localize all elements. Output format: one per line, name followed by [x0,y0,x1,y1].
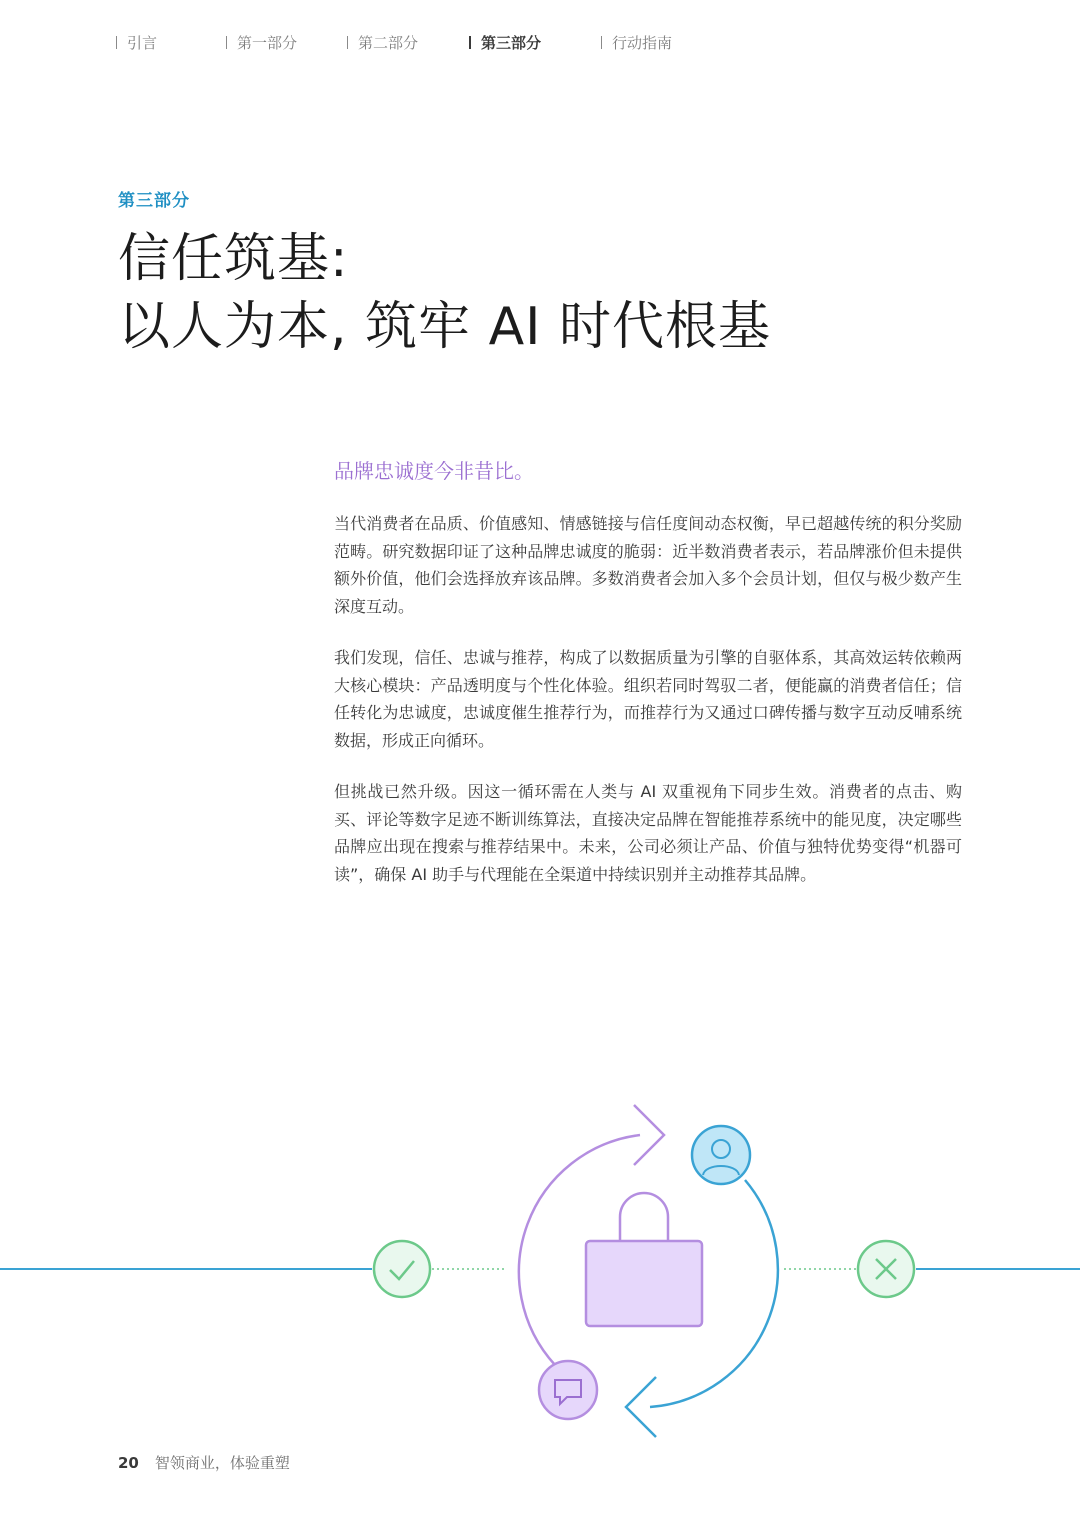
article-subhead: 品牌忠诚度今非昔比。 [334,459,534,483]
section-label: 第三部分 [118,191,190,211]
paragraph: 但挑战已然升级。因这一循环需在人类与 AI 双重视角下同步生效。消费者的点击、购买、评论等数字足迹不断训练算法，直接决定品牌在智能推荐系统中的能见度，决定哪些品牌应出现在搜索与推荐结果中。未来，公司必须让产品、价值与独特优势变得“机器可读”，确保 AI 助手与代理能在全渠道中持续识别并主动推荐其品牌。 [334,782,962,884]
nav-item-part-two[interactable] [347,32,418,54]
shopping-bag-icon [586,1193,702,1326]
trust-loop-illustration [0,1095,1080,1455]
top-nav [0,32,1080,56]
nav-item-action-guide[interactable] [601,32,672,54]
page-number: 20 [118,1454,139,1472]
paragraph: 当代消费者在品质、价值感知、情感链接与信任度间动态权衡，早已超越传统的积分奖励范畴。研究数据印证了这种品牌忠诚度的脆弱：近半数消费者表示，若品牌涨价但未提供额外价值，他们会选择放弃该品牌。多数消费者会加入多个会员计划，但仅与极少数产生深度互动。 [334,514,962,616]
nav-item-label: 第三部分 [481,34,542,52]
chat-icon [539,1361,597,1419]
nav-item-part-one[interactable] [226,32,297,54]
page-title-line-1: 信任筑基: [118,229,349,289]
nav-divider [226,36,227,49]
page-title-line-2: 以人为本, 筑牢 AI 时代根基 [118,297,772,357]
page-title [118,225,1018,361]
user-icon [692,1126,750,1184]
document-title: 智领商业，体验重塑 [154,1454,290,1472]
nav-item-label: 引言 [127,34,158,52]
nav-divider [347,36,348,49]
nav-divider [116,36,117,49]
article-body [334,510,962,912]
nav-item-label: 第二部分 [358,34,419,52]
footer [118,1452,290,1473]
nav-item-label: 行动指南 [612,34,673,52]
nav-divider [601,36,602,49]
paragraph: 我们发现，信任、忠诚与推荐，构成了以数据质量为引擎的自驱体系，其高效运转依赖两大核心模块：产品透明度与个性化体验。组织若同时驾驭二者，便能赢的消费者信任；信任转化为忠诚度，忠诚度催生推荐行为，而推荐行为又通过口碑传播与数字互动反哺系统数据，形成正向循环。 [334,648,962,750]
check-icon [374,1241,430,1297]
nav-item-label: 第一部分 [237,34,298,52]
nav-item-part-three[interactable] [469,32,541,54]
close-icon [858,1241,914,1297]
nav-item-intro[interactable] [116,32,157,54]
nav-divider [469,36,471,49]
